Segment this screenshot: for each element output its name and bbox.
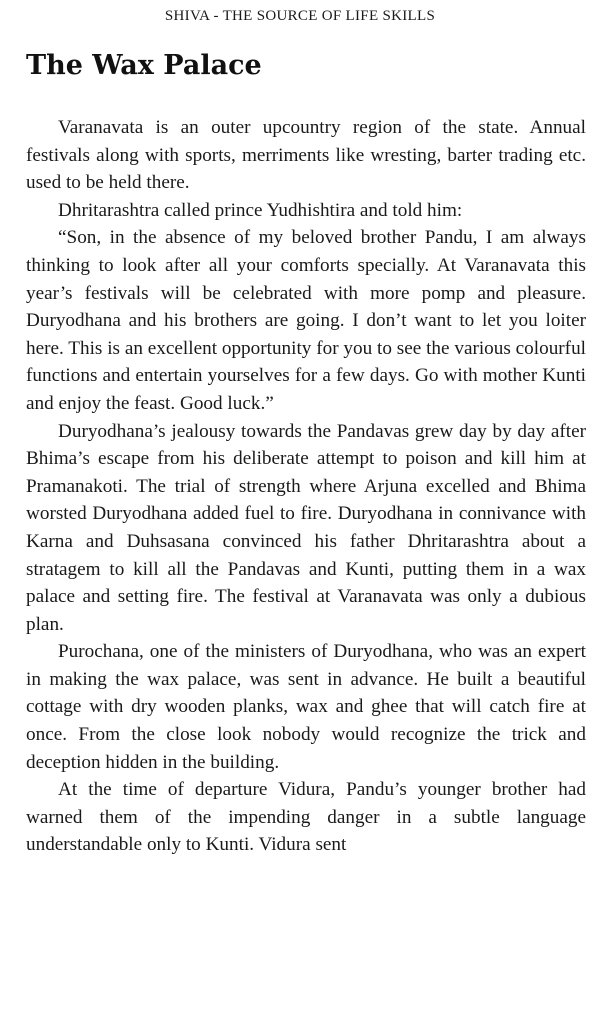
paragraph: Varanavata is an outer upcountry region of the state. Annual festivals along with sports, merriments like wresting, barter trading etc. used to be held there. xyxy=(26,117,586,194)
body-text xyxy=(26,114,586,859)
chapter-title: The Wax Palace xyxy=(26,50,262,81)
paragraph: Purochana, one of the ministers of Duryodhana, who was an expert in making the wax palace, was sent in advance. He built a beautiful cottage with dry wooden planks, wax and ghee that will catch fire at once. From the close look nobody would recognize the trick and deception hidden in the building. xyxy=(26,641,586,773)
paragraph: At the time of departure Vidura, Pandu’s younger brother had warned them of the impending danger in a subtle language understandable only to Kunti. Vidura sent xyxy=(26,779,586,856)
paragraph: Dhritarashtra called prince Yudhishtira and told him: xyxy=(58,199,463,221)
paragraph: Duryodhana’s jealousy towards the Pandavas grew day by day after Bhima’s escape from his deliberate attempt to poison and kill him at Pramanakoti. The trial of strength where Arjuna excelled and Bhima worsted Duryodhana added fuel to fire. Duryodhana in connivance with Karna and Duhsasana convinced his father Dhritarashtra about a stratagem to kill all the Pandavas and Kunti, putting them in a wax palace and setting fire. The festival at Varanavata was only a dubious plan. xyxy=(26,420,586,635)
running-head: SHIVA - THE SOURCE OF LIFE SKILLS xyxy=(164,8,436,24)
paragraph: “Son, in the absence of my beloved brother Pandu, I am always thinking to look after all your comforts specially. At Varanavata this year’s festivals will be celebrated with more pomp and pleasure. Duryodhana and his brothers are going. I don’t want to let you loiter here. This is an excellent opportunity for you to see the various colourful functions and entertain yourselves for a few days. Go with mother Kunti and enjoy the feast. Good luck.” xyxy=(26,227,586,414)
